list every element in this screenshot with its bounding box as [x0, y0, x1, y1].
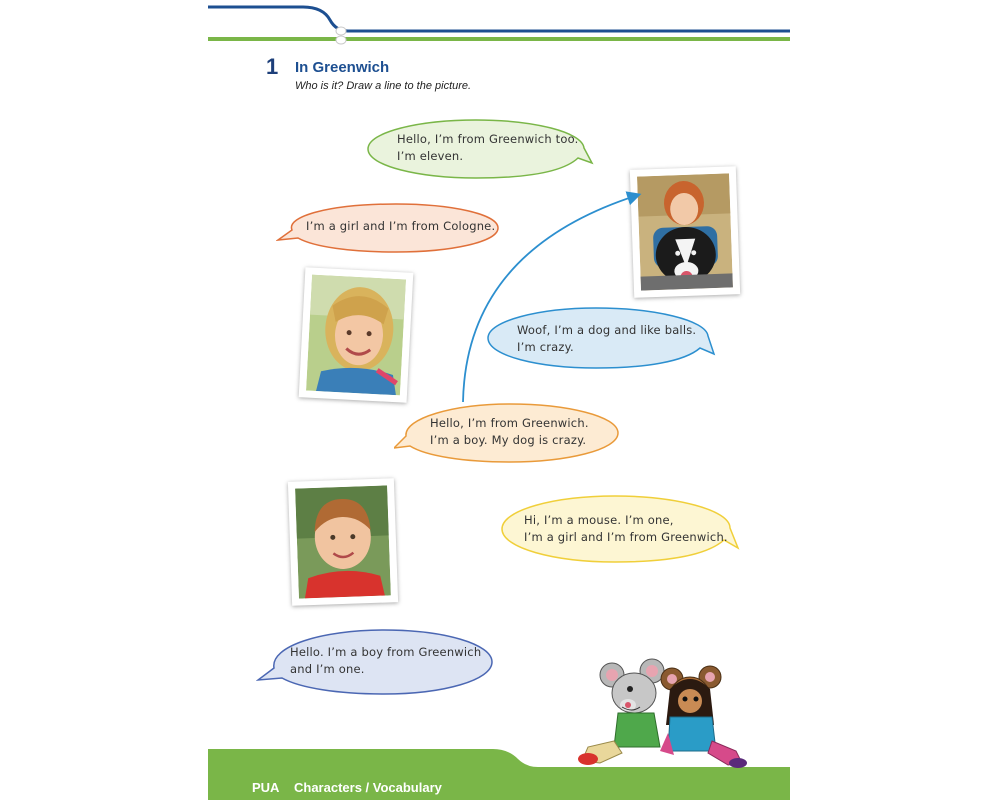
bubble-line: Hello. I’m a boy from Greenwich: [290, 645, 482, 659]
bubble-line: I’m crazy.: [517, 340, 574, 354]
bubble-line: I’m a girl and I’m from Cologne.: [306, 219, 496, 233]
bubble-line: I’m a boy. My dog is crazy.: [430, 433, 587, 447]
mice-characters-illustration: [578, 655, 748, 770]
exercise-number: 1: [266, 54, 279, 79]
bubble-line: I’m eleven.: [397, 149, 464, 163]
exercise-instruction: Who is it? Draw a line to the picture.: [295, 80, 472, 92]
bubble-line: and I’m one.: [290, 662, 365, 676]
bubble-line: Woof, I’m a dog and like balls.: [517, 323, 697, 337]
bubble-line: Hi, I’m a mouse. I’m one,: [524, 513, 674, 527]
footer-code: PUA: [252, 780, 280, 795]
bubble-line: Hello, I’m from Greenwich too.: [397, 132, 579, 146]
bubble-line: Hello, I’m from Greenwich.: [430, 416, 589, 430]
footer-section: Characters / Vocabulary: [294, 780, 442, 795]
exercise-title: In Greenwich: [295, 59, 390, 76]
worksheet-page: [208, 0, 790, 800]
bubble-line: I’m a girl and I’m from Greenwich.: [524, 530, 728, 544]
